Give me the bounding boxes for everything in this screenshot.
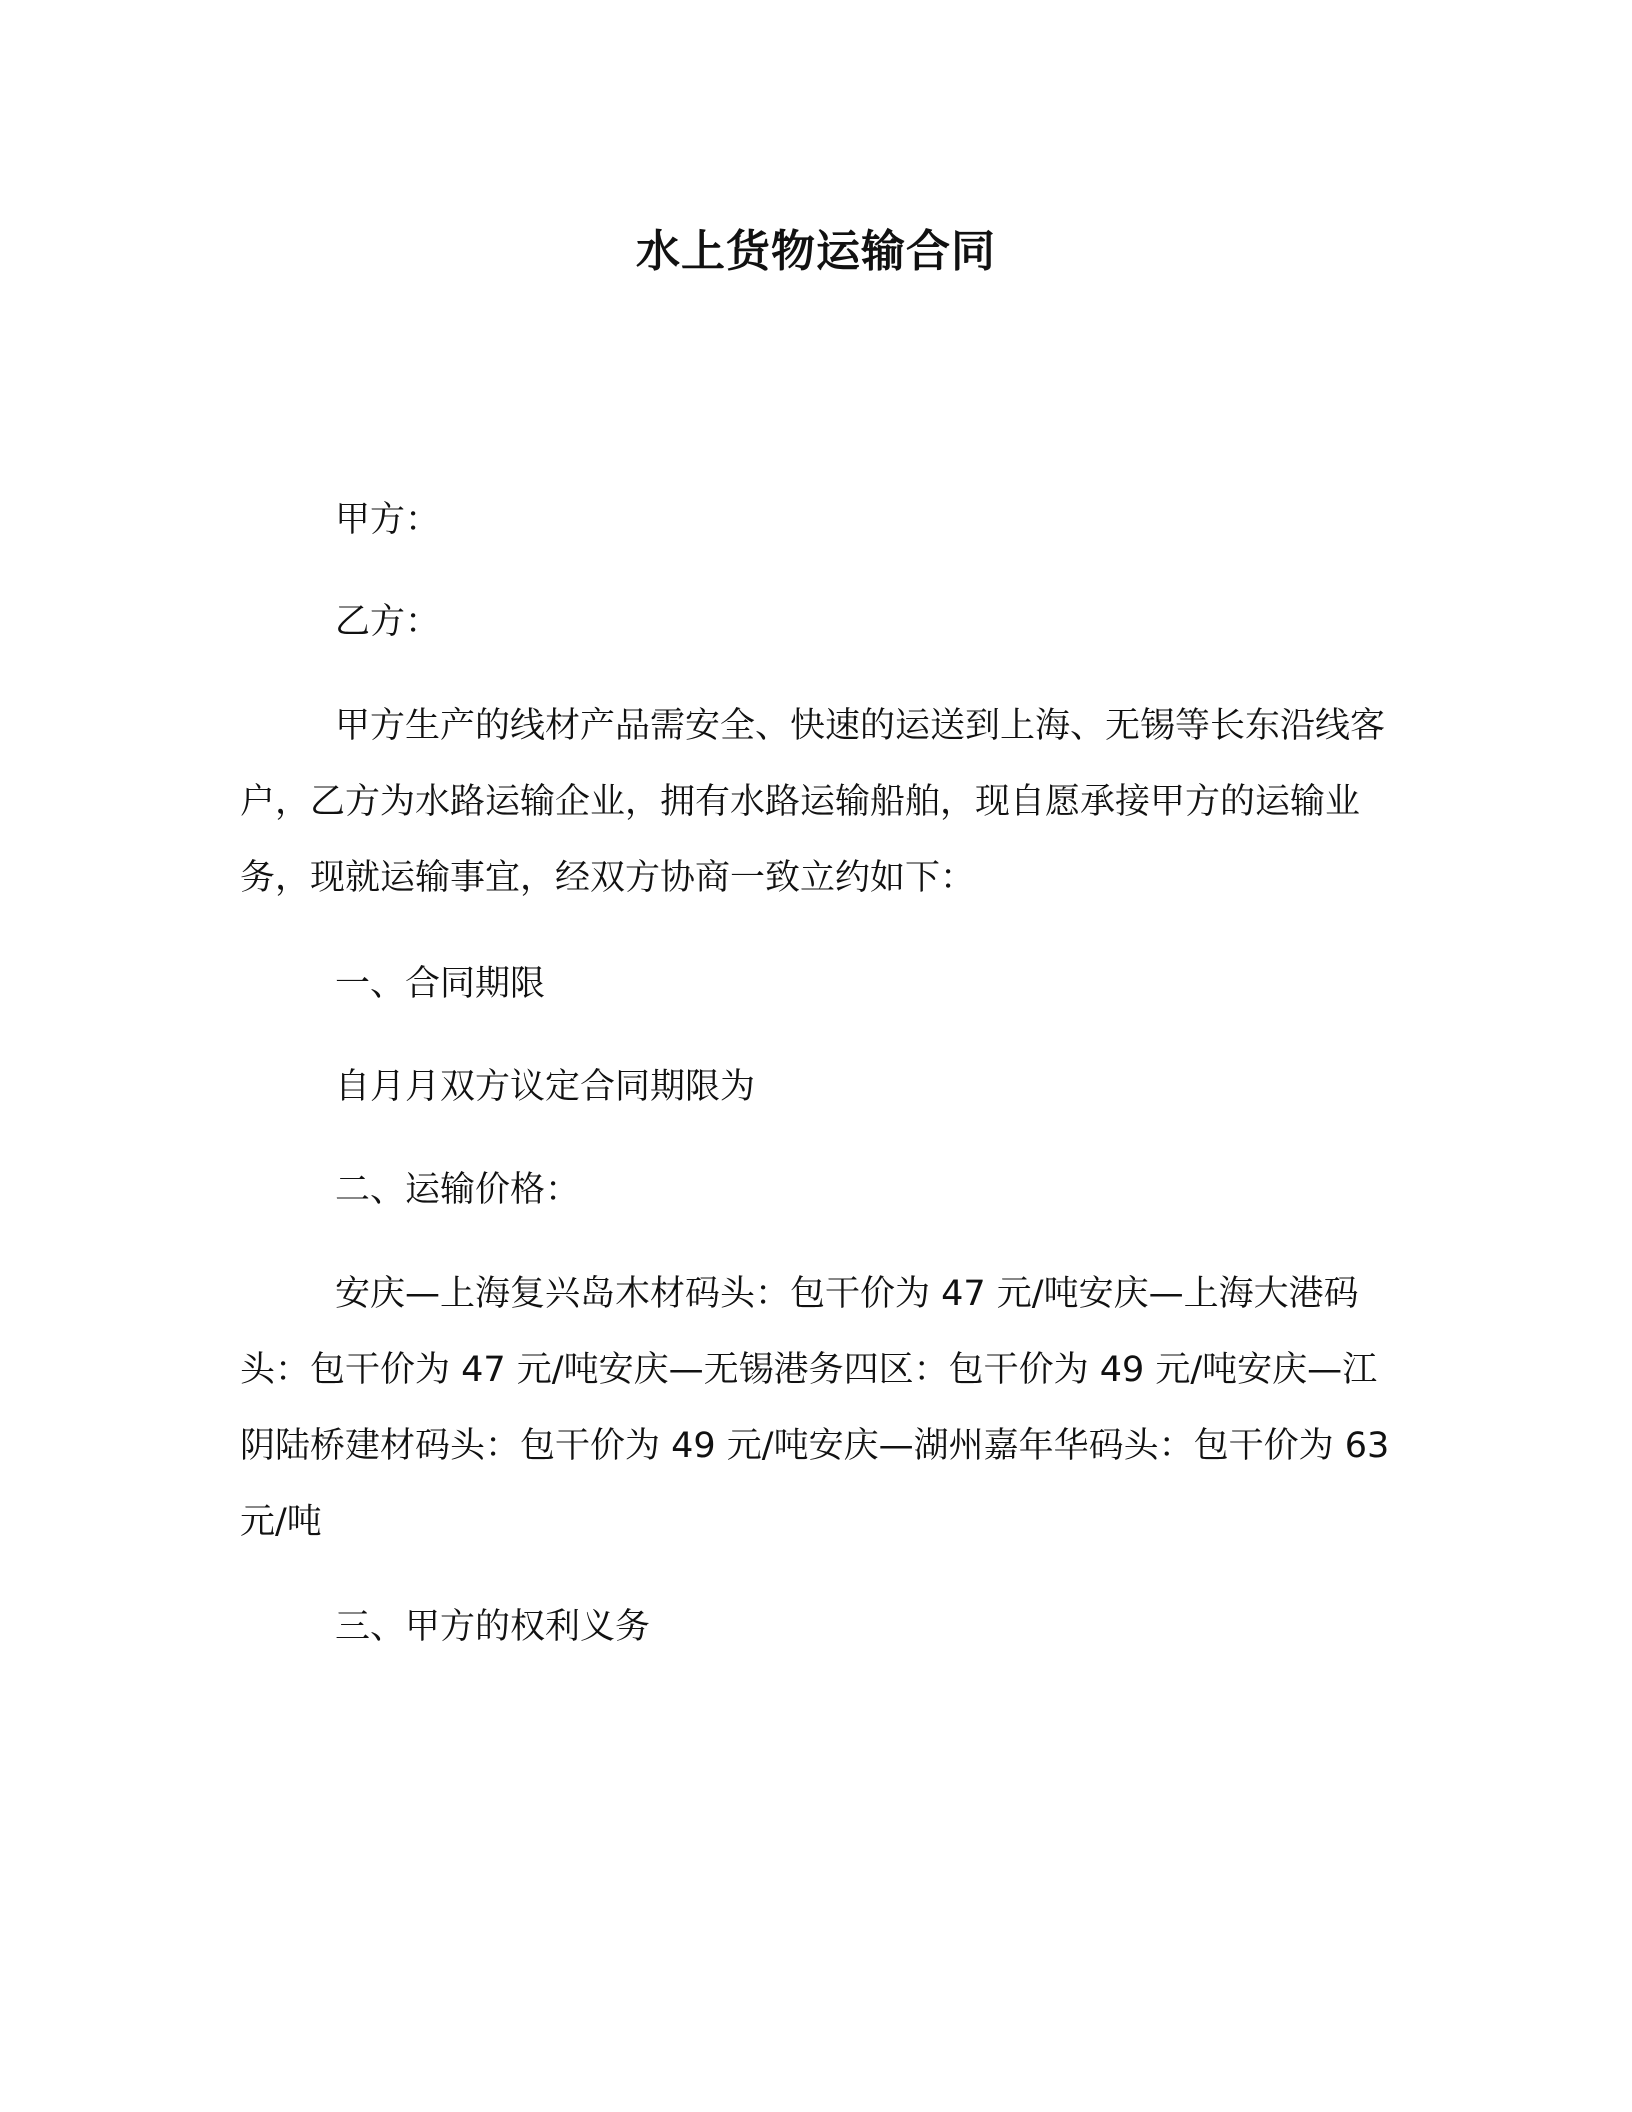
section-3-heading: 三、甲方的权利义务: [335, 1607, 651, 1647]
section-2-body: 安庆—上海复兴岛木材码头：包干价为 47 元/吨安庆—上海大港码头：包干价为 47 元/吨安庆—无锡港务四区：包干价为 49 元/吨安庆—江阴陆桥建材码头：包干价为 49 元/吨安庆—湖州嘉年华码头：包干价为 63 元/吨: [240, 1274, 1390, 1542]
section-2-heading: 二、运输价格：: [335, 1170, 581, 1210]
section-1-heading: 一、合同期限: [335, 964, 546, 1004]
intro-paragraph: 甲方生产的线材产品需安全、快速的运送到上海、无锡等长东沿线客户，乙方为水路运输企业，拥有水路运输船舶，现自愿承接甲方的运输业务，现就运输事宜，经双方协商一致立约如下：: [240, 706, 1386, 898]
party-b-label: 乙方：: [335, 602, 441, 642]
document-title: 水上货物运输合同: [636, 226, 996, 277]
party-a-label: 甲方：: [335, 500, 441, 540]
section-1-body: 自月月双方议定合同期限为: [335, 1067, 756, 1107]
